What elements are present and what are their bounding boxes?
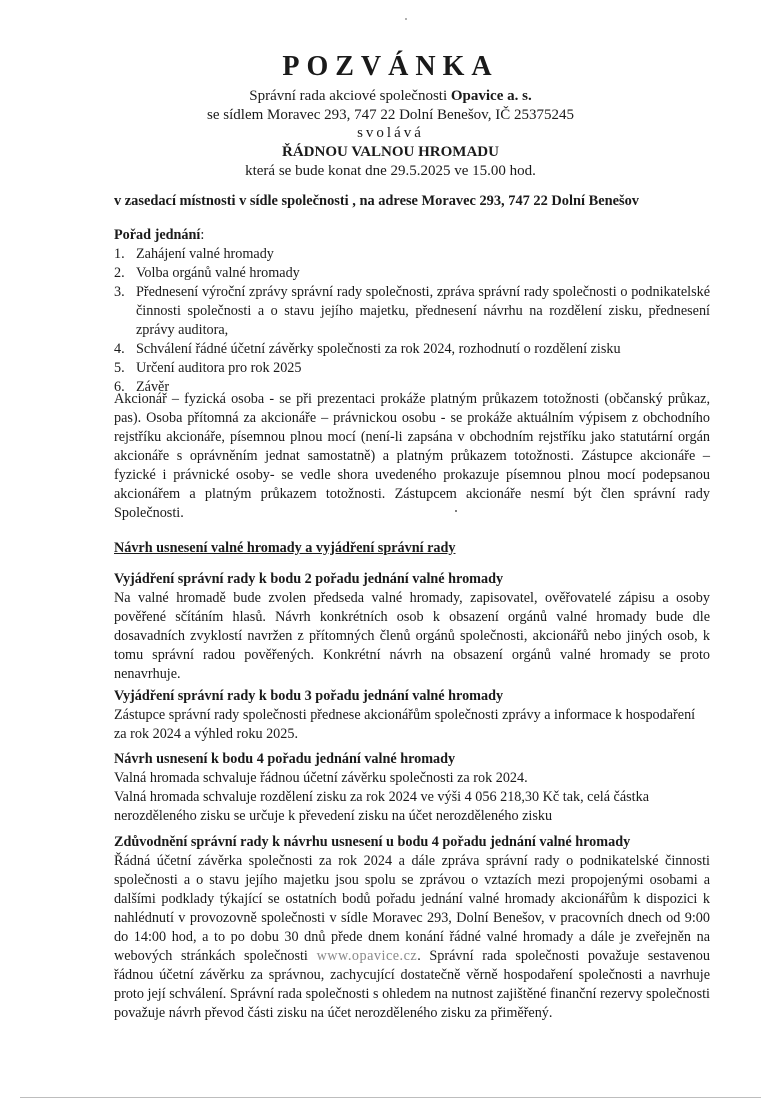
agenda-title: Pořad jednání — [114, 227, 201, 243]
agenda-item-text: Přednesení výroční zprávy správní rady společnosti, zpráva správní rady společnosti o podnikatelské činnosti společnosti a o stavu jejího majetku, přednesení návrhu na rozdělení zisku, přednesení zprávy auditora, — [136, 284, 710, 338]
agenda-heading — [114, 226, 710, 245]
agenda-item — [114, 359, 710, 378]
point4-text-approval: Valná hromada schvaluje řádnou účetní závěrku společnosti za rok 2024. — [114, 770, 528, 786]
shareholder-identification-paragraph: Akcionář – fyzická osoba - se při prezentaci prokáže platným průkazem totožnosti (občanský průkaz, pas). Osoba přítomná za akcionáře – právnickou osobu - se prokáže aktuálním výpisem z obchodního rejstříku akcionáře, písemnou plnou mocí (není-li zapsána v obchodním rejstříku jako statutární orgán akcionáře s oprávněním jednat samostatně) a platným průkazem totožnosti. Zástupce akcionáře – fyzické i právnické osoby- se vedle shora uvedeného prokazuje písemnou plnou mocí podepsanou akcionářem a platným průkazem totožnosti. Zástupcem akcionáře nesmí být člen správní rady Společnosti. — [114, 391, 710, 521]
meeting-venue: v zasedací místnosti v sídle společnosti , na adrese Moravec 293, 747 22 Dolní Benešov — [114, 193, 639, 209]
meeting-type: ŘÁDNOU VALNOU HROMADU — [282, 144, 499, 160]
agenda-item-text: Určení auditora pro rok 2025 — [136, 360, 302, 376]
resolution-section-title: Návrh usnesení valné hromady a vyjádření správní rady — [114, 540, 456, 556]
agenda-item — [114, 264, 710, 283]
point4-reason-heading: Zdůvodnění správní rady k návrhu usnesení u bodu 4 pořadu jednání valné hromady — [114, 834, 631, 850]
point3-heading: Vyjádření správní rady k bodu 3 pořadu jednání valné hromady — [114, 688, 504, 704]
convenes-word: svolává — [357, 125, 424, 141]
company-address: se sídlem Moravec 293, 747 22 Dolní Benešov, IČ 25375245 — [207, 107, 574, 123]
document-title: POZVÁNKA — [282, 51, 499, 82]
agenda-item-number: 3. — [114, 284, 125, 300]
agenda-item-text: Volba orgánů valné hromady — [136, 265, 300, 281]
agenda-item-number: 5. — [114, 360, 125, 376]
agenda-item — [114, 340, 710, 359]
company-website-link[interactable]: www.opavice.cz — [316, 948, 418, 964]
agenda-item-number: 2. — [114, 265, 125, 281]
company-name: Opavice a. s. — [450, 88, 532, 104]
point4-reason-text-part1: Řádná účetní závěrka společnosti za rok 2024 a dále zpráva správní rady o podnikatelské činnosti společnosti a o stavu jejího majetku jsou spolu se zprávou o vztazích mezi propojenými osobami a dalšími podklady týkající se ostatních bodů pořadu jednání valné hromady akcionářům k dispozici k nahlédnutí v provozovně společnosti v sídle Moravec 293, Dolní Benešov, v pracovních dnech od 9:00 do 14:00 hod, a to po dobu 30 dnů přede dnem konání řádné valné hromady a dále je zveřejněn na webových stránkách společnosti — [114, 853, 710, 964]
scan-speck — [405, 18, 407, 20]
agenda-item-text: Schválení řádné účetní závěrky společnosti za rok 2024, rozhodnutí o rozdělení zisku — [136, 341, 621, 357]
agenda-colon: : — [200, 227, 205, 243]
agenda-item-number: 4. — [114, 341, 125, 357]
agenda-list — [114, 245, 710, 397]
agenda-item — [114, 283, 710, 340]
page-bottom-rule — [20, 1097, 761, 1098]
convener-line — [0, 87, 781, 106]
agenda-item — [114, 245, 710, 264]
point4-heading: Návrh usnesení k bodu 4 pořadu jednání valné hromady — [114, 751, 456, 767]
meeting-date: která se bude konat dne 29.5.2025 ve 15.00 hod. — [245, 163, 536, 179]
point2-heading: Vyjádření správní rady k bodu 2 pořadu jednání valné hromady — [114, 571, 504, 587]
convener-prefix: Správní rada akciové společnosti — [249, 88, 451, 104]
point2-text: Na valné hromadě bude zvolen předseda valné hromady, zapisovatel, ověřovatelé zápisu a osoby pověřené sčítáním hlasů. Návrh konkrétních osob k obsazení orgánů valné hromady bude dle dosavadních zvyklostí navržen z přítomných členů orgánů společnosti, akcionářů nebo jiných osob, k tomu správní radou pověřených. Konkrétní návrh na obsazení orgánů valné hromady se proto nenavrhuje. — [114, 590, 710, 682]
agenda-item-number: 1. — [114, 246, 125, 262]
agenda-item-text: Závěr — [136, 379, 170, 395]
point3-text: Zástupce správní rady společnosti přednese akcionářům společnosti zprávy a informace k hospodaření za rok 2024 a výhled roku 2025. — [114, 707, 696, 742]
point4-reason-text — [114, 852, 710, 1023]
agenda-item-number: 6. — [114, 379, 125, 395]
point4-text-profit: Valná hromada schvaluje rozdělení zisku za rok 2024 ve výši 4 056 218,30 Kč tak, celá částka nerozděleného zisku se určuje k převedení zisku na účet nerozděleného zisku — [114, 789, 650, 824]
point4-reason-text-part2: . Správní rada společnosti považuje sestavenou řádnou účetní závěrku za správnou, zachycující dostatečně věrně hospodaření společnosti a navrhuje proto její schválení. Správní rada společnosti s ohledem na nutnost zajištěné finanční rezervy společnosti považuje návrh převod části zisku na účet nerozděleného zisku za přiměřený. — [114, 948, 710, 1021]
agenda-item-text: Zahájení valné hromady — [136, 246, 274, 262]
scan-dot — [455, 510, 457, 512]
